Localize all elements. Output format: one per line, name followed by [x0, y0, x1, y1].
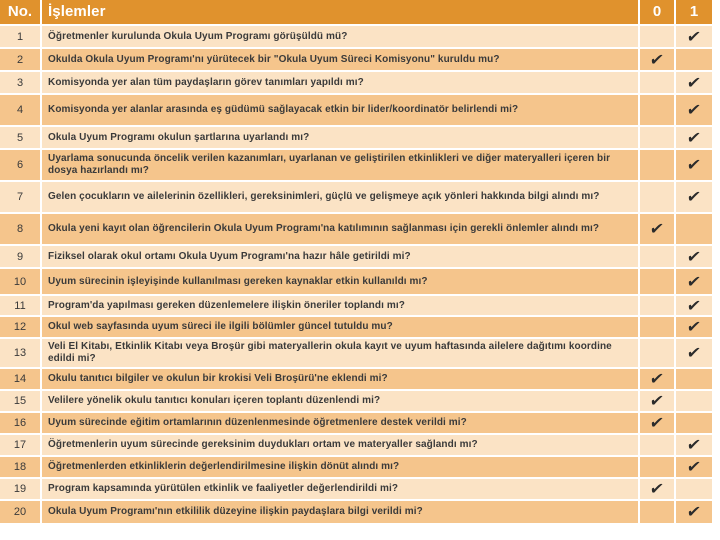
row-question: Program kapsamında yürütülen etkinlik ve faaliyetler değerlendirildi mi?	[42, 479, 640, 499]
table-row	[0, 296, 712, 317]
table-header-row	[0, 0, 712, 26]
checkmark-icon: ✔	[685, 295, 703, 315]
header-no: No.	[0, 0, 42, 24]
checkmark-icon: ✔	[685, 72, 703, 92]
row-number: 5	[0, 127, 42, 148]
row-question: Veli El Kitabı, Etkinlik Kitabı veya Broşür gibi materyallerin okula kayıt ve uyum haftasında ailelere dağıtımı koordine edildi mi?	[42, 339, 640, 367]
row-col-1	[676, 182, 712, 212]
row-number: 19	[0, 479, 42, 499]
row-number: 14	[0, 369, 42, 389]
table-row	[0, 457, 712, 479]
row-col-0	[640, 95, 676, 125]
row-col-0	[640, 413, 676, 433]
row-col-1	[676, 317, 712, 337]
row-col-1	[676, 339, 712, 367]
row-question: Uyarlama sonucunda öncelik verilen kazanımları, uyarlanan ve geliştirilen etkinlikleri ve diğer materyalleri içeren bir dosya hazırlandı mı?	[42, 150, 640, 180]
row-number: 7	[0, 182, 42, 212]
checkmark-icon: ✔	[685, 187, 703, 206]
row-col-0	[640, 479, 676, 499]
row-number: 17	[0, 435, 42, 455]
table-row	[0, 246, 712, 269]
row-number: 4	[0, 95, 42, 125]
checkmark-icon: ✔	[648, 49, 666, 69]
checkmark-icon: ✔	[685, 26, 703, 46]
table-row	[0, 95, 712, 127]
row-col-0	[640, 501, 676, 523]
table-row	[0, 150, 712, 182]
checkmark-icon: ✔	[685, 100, 703, 119]
row-number: 3	[0, 72, 42, 93]
table-row	[0, 26, 712, 49]
checkmark-icon: ✔	[685, 502, 703, 521]
row-question: Komisyonda yer alanlar arasında eş güdümü sağlayacak etkin bir lider/koordinatör belirlendi mi?	[42, 95, 640, 125]
row-col-0	[640, 269, 676, 294]
row-col-0	[640, 214, 676, 244]
checkmark-icon: ✔	[648, 413, 666, 432]
row-col-0	[640, 26, 676, 47]
table-row	[0, 127, 712, 150]
row-col-0	[640, 339, 676, 367]
row-col-1	[676, 269, 712, 294]
row-col-0	[640, 296, 676, 315]
header-col-0: 0	[640, 0, 676, 24]
row-question: Okula yeni kayıt olan öğrencilerin Okula Uyum Programı'na katılımının sağlanması için gerekli önlemler alındı mı?	[42, 214, 640, 244]
row-question: Uyum sürecinde eğitim ortamlarının düzenlenmesinde öğretmenlere destek verildi mi?	[42, 413, 640, 433]
row-col-1	[676, 501, 712, 523]
row-col-1	[676, 72, 712, 93]
row-number: 1	[0, 26, 42, 47]
checkmark-icon: ✔	[685, 317, 703, 336]
row-col-0	[640, 246, 676, 267]
table-row	[0, 339, 712, 369]
table-row	[0, 49, 712, 72]
row-question: Fiziksel olarak okul ortamı Okula Uyum Programı'na hazır hâle getirildi mi?	[42, 246, 640, 267]
row-question: Öğretmenler kurulunda Okula Uyum Programı görüşüldü mü?	[42, 26, 640, 47]
table-row	[0, 435, 712, 457]
table-row	[0, 413, 712, 435]
row-col-1	[676, 479, 712, 499]
checkmark-icon: ✔	[685, 155, 703, 174]
row-col-1	[676, 435, 712, 455]
row-number: 10	[0, 269, 42, 294]
checkmark-icon: ✔	[685, 246, 703, 266]
row-col-1	[676, 150, 712, 180]
table-row	[0, 501, 712, 525]
row-number: 2	[0, 49, 42, 70]
row-col-0	[640, 457, 676, 477]
row-number: 8	[0, 214, 42, 244]
row-question: Komisyonda yer alan tüm paydaşların görev tanımları yapıldı mı?	[42, 72, 640, 93]
row-question: Öğretmenlerin uyum sürecinde gereksinim duydukları ortam ve materyaller sağlandı mı?	[42, 435, 640, 455]
row-question: Program'da yapılması gereken düzenlemelere ilişkin öneriler toplandı mı?	[42, 296, 640, 315]
row-col-0	[640, 182, 676, 212]
row-question: Gelen çocukların ve ailelerinin özellikleri, gereksinimleri, güçlü ve gelişmeye açık yönleri hakkında bilgi alındı mı?	[42, 182, 640, 212]
table-row	[0, 369, 712, 391]
checkmark-icon: ✔	[648, 391, 666, 410]
row-col-1	[676, 49, 712, 70]
row-number: 18	[0, 457, 42, 477]
row-col-0	[640, 435, 676, 455]
row-col-0	[640, 369, 676, 389]
checkmark-icon: ✔	[648, 369, 666, 388]
table-row	[0, 391, 712, 413]
row-number: 20	[0, 501, 42, 523]
row-question: Öğretmenlerden etkinliklerin değerlendirilmesine ilişkin dönüt alındı mı?	[42, 457, 640, 477]
row-number: 11	[0, 296, 42, 315]
table-row	[0, 72, 712, 95]
table-body	[0, 26, 712, 525]
row-col-0	[640, 150, 676, 180]
checkmark-icon: ✔	[685, 435, 703, 454]
checkmark-icon: ✔	[685, 457, 703, 476]
header-col-1: 1	[689, 3, 699, 20]
row-col-0	[640, 391, 676, 411]
row-col-1	[676, 95, 712, 125]
checkmark-icon: ✔	[648, 219, 666, 238]
table-row	[0, 269, 712, 296]
row-number: 13	[0, 339, 42, 367]
row-number: 15	[0, 391, 42, 411]
row-col-1	[676, 26, 712, 47]
row-question: Okula Uyum Programı okulun şartlarına uyarlandı mı?	[42, 127, 640, 148]
row-col-1	[676, 413, 712, 433]
checkmark-icon: ✔	[685, 127, 703, 147]
table-row	[0, 479, 712, 501]
row-question: Velilere yönelik okulu tanıtıcı konuları içeren toplantı düzenlendi mi?	[42, 391, 640, 411]
row-col-0	[640, 72, 676, 93]
row-col-0	[640, 317, 676, 337]
row-col-1	[676, 391, 712, 411]
row-number: 12	[0, 317, 42, 337]
row-question: Okul web sayfasında uyum süreci ile ilgili bölümler güncel tutuldu mu?	[42, 317, 640, 337]
row-col-1	[676, 457, 712, 477]
row-question: Okulu tanıtıcı bilgiler ve okulun bir krokisi Veli Broşürü'ne eklendi mi?	[42, 369, 640, 389]
checkmark-icon: ✔	[685, 343, 703, 362]
checkmark-icon: ✔	[648, 479, 666, 498]
row-number: 9	[0, 246, 42, 267]
row-question: Okula Uyum Programı'nın etkililik düzeyine ilişkin paydaşlara bilgi verildi mi?	[42, 501, 640, 523]
row-col-1	[676, 246, 712, 267]
row-col-1	[676, 369, 712, 389]
table-row	[0, 317, 712, 339]
row-question: Okulda Okula Uyum Programı'nı yürütecek bir "Okula Uyum Süreci Komisyonu" kuruldu mu?	[42, 49, 640, 70]
row-question: Uyum sürecinin işleyişinde kullanılması gereken kaynaklar etkin kullanıldı mı?	[42, 269, 640, 294]
row-number: 6	[0, 150, 42, 180]
table-row	[0, 214, 712, 246]
row-col-1	[676, 127, 712, 148]
row-col-1	[676, 296, 712, 315]
row-col-0	[640, 127, 676, 148]
table-row	[0, 182, 712, 214]
header-question: İşlemler	[42, 0, 640, 24]
row-number: 16	[0, 413, 42, 433]
checkmark-icon: ✔	[685, 271, 703, 291]
row-col-0	[640, 49, 676, 70]
row-col-1	[676, 214, 712, 244]
